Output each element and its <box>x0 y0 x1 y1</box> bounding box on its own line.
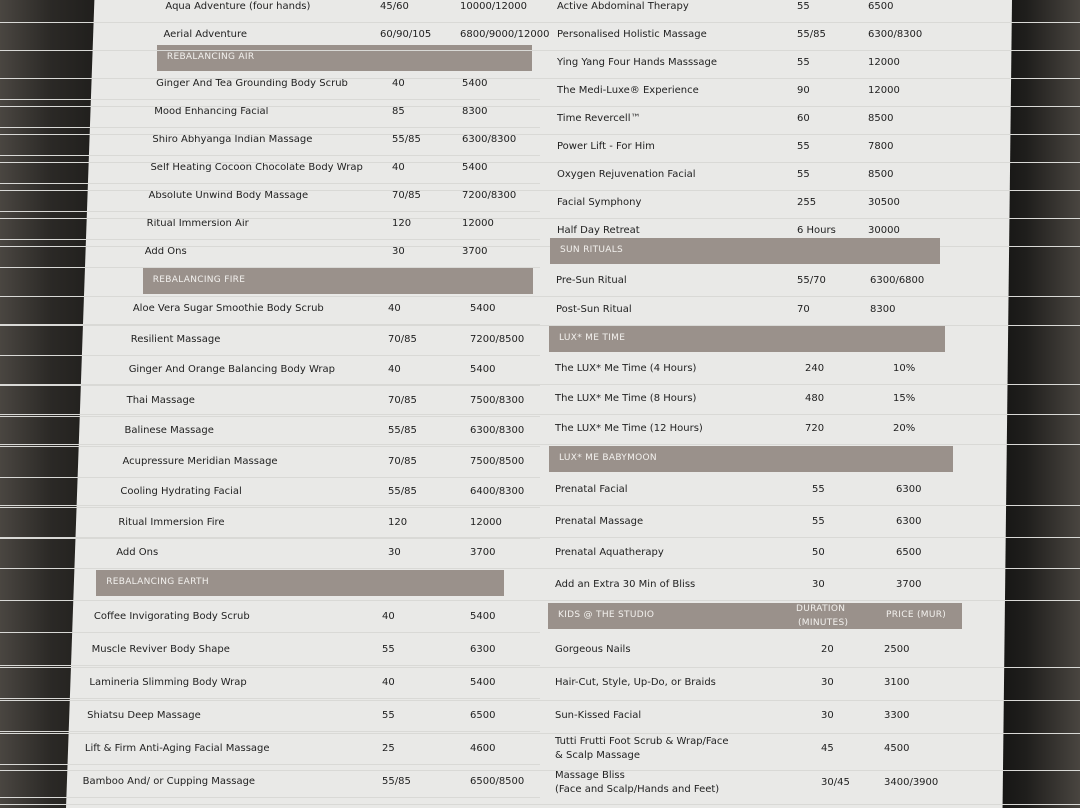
item-duration: 30 <box>388 547 401 558</box>
item-price: 6500 <box>470 710 496 721</box>
item-name: Ritual Immersion Air <box>146 218 249 229</box>
item-duration: 55/70 <box>797 275 826 286</box>
item-duration: 40 <box>382 677 395 688</box>
item-price: 3700 <box>470 547 496 558</box>
section-title: REBALANCING AIR <box>166 52 255 62</box>
item-price: 12000 <box>868 57 900 68</box>
item-duration: 55/85 <box>797 29 826 40</box>
item-duration: 30 <box>821 677 834 688</box>
item-duration: 45 <box>821 743 834 754</box>
menu-item-row <box>0 703 1080 734</box>
menu-item-row <box>0 386 1080 415</box>
item-name: The LUX* Me Time (12 Hours) <box>555 423 703 434</box>
item-price: 8300 <box>462 106 488 117</box>
item-name: Aerial Adventure <box>163 29 248 40</box>
item-price: 7200/8500 <box>470 333 525 345</box>
menu-item-row <box>0 0 1080 23</box>
item-duration: 60/90/105 <box>380 29 432 40</box>
item-duration: 55/85 <box>382 776 411 787</box>
item-price: 6800/9000/12000 <box>460 29 550 40</box>
duration-unit-header: (MINUTES) <box>798 618 849 628</box>
item-duration: 20 <box>821 644 834 655</box>
item-price: 5400 <box>470 303 496 314</box>
item-name: Self Heating Cocoon Chocolate Body Wrap <box>150 162 363 173</box>
item-price: 6500 <box>896 547 922 558</box>
item-name: The LUX* Me Time (8 Hours) <box>555 393 697 404</box>
menu-item-row <box>0 770 1080 805</box>
item-name-line2: & Scalp Massage <box>555 750 641 761</box>
item-price: 5400 <box>462 162 488 173</box>
item-price: 10000/12000 <box>460 1 527 12</box>
item-duration: 480 <box>805 393 825 404</box>
menu-item-row <box>0 736 1080 771</box>
item-price: 8300 <box>870 304 896 315</box>
item-price: 12000 <box>462 218 494 229</box>
item-name: Ginger And Tea Grounding Body Scrub <box>156 78 348 89</box>
item-price: 8500 <box>868 113 894 124</box>
item-price: 5400 <box>470 677 496 688</box>
menu-item-row <box>0 540 1080 569</box>
item-duration: 45/60 <box>380 1 409 12</box>
item-name: Shiatsu Deep Massage <box>87 710 201 721</box>
item-name: Mood Enhancing Facial <box>154 106 269 117</box>
item-name: Resilient Massage <box>130 333 221 345</box>
item-price: 6500 <box>868 1 894 12</box>
item-price: 3400/3900 <box>884 777 939 788</box>
item-duration: 255 <box>797 197 817 208</box>
item-name: Hair-Cut, Style, Up-Do, or Braids <box>555 677 716 688</box>
item-name: Add Ons <box>144 246 187 257</box>
section-header <box>548 603 962 629</box>
item-price: 3100 <box>884 677 910 688</box>
menu-item-row <box>0 327 540 356</box>
item-duration: 70/85 <box>388 394 417 406</box>
item-name: Personalised Holistic Massage <box>557 29 707 40</box>
item-duration: 60 <box>797 113 810 124</box>
item-price: 30500 <box>868 197 900 208</box>
item-duration: 55 <box>797 169 810 180</box>
item-price: 5400 <box>470 611 496 622</box>
item-duration: 70/85 <box>388 455 417 467</box>
item-name: Tutti Frutti Foot Scrub & Wrap/Face <box>555 736 729 747</box>
item-duration: 25 <box>382 743 395 754</box>
item-name: The LUX* Me Time (4 Hours) <box>555 363 697 374</box>
item-name: Aloe Vera Sugar Smoothie Body Scrub <box>132 303 324 314</box>
item-duration: 55/85 <box>392 134 421 145</box>
item-price: 7200/8300 <box>462 190 517 201</box>
item-price: 3700 <box>896 578 922 590</box>
item-duration: 120 <box>392 218 412 229</box>
section-title: REBALANCING FIRE <box>152 275 246 285</box>
item-price: 7800 <box>868 141 894 152</box>
section-header <box>549 326 945 352</box>
item-duration: 40 <box>388 303 401 314</box>
menu-item-row <box>0 449 540 478</box>
menu-item-row <box>0 268 1080 297</box>
item-name: Oxygen Rejuvenation Facial <box>557 169 696 180</box>
item-name: Coffee Invigorating Body Scrub <box>93 611 250 622</box>
item-price: 10% <box>893 363 916 374</box>
item-duration: 120 <box>388 516 408 528</box>
item-duration: 90 <box>797 85 810 96</box>
item-name: Prenatal Aquatherapy <box>555 547 664 558</box>
item-name: Ginger And Orange Balancing Body Wrap <box>128 364 335 375</box>
item-price: 30000 <box>868 225 900 236</box>
item-price: 15% <box>893 393 916 404</box>
item-name: Bamboo And/ or Cupping Massage <box>82 776 256 787</box>
item-price: 7500/8300 <box>470 394 525 406</box>
item-name: Add Ons <box>116 547 159 558</box>
item-name: Pre-Sun Ritual <box>556 275 627 286</box>
item-name: Prenatal Massage <box>555 515 644 527</box>
duration-column-header: DURATION <box>796 604 846 614</box>
item-name: Prenatal Facial <box>555 484 628 495</box>
item-name: Absolute Unwind Body Massage <box>148 190 309 201</box>
item-price: 8500 <box>868 169 894 180</box>
item-name: Muscle Reviver Body Shape <box>91 644 230 655</box>
item-name: Shiro Abhyanga Indian Massage <box>152 134 313 145</box>
item-duration: 55 <box>812 515 825 527</box>
item-name-line2: (Face and Scalp/Hands and Feet) <box>555 784 720 795</box>
item-name: Thai Massage <box>126 394 195 406</box>
section-title: LUX* ME BABYMOON <box>559 453 657 463</box>
price-column-header: PRICE (MUR) <box>886 610 947 620</box>
item-price: 7500/8500 <box>470 455 525 467</box>
item-duration: 30 <box>812 578 825 590</box>
item-name: Facial Symphony <box>557 197 642 208</box>
section-title: SUN RITUALS <box>560 245 624 255</box>
item-price: 20% <box>893 423 916 434</box>
item-name: Gorgeous Nails <box>555 644 631 655</box>
item-price: 4500 <box>884 743 910 754</box>
section-title: LUX* ME TIME <box>559 333 626 343</box>
item-price: 6400/8300 <box>470 486 525 497</box>
item-price: 6300/8300 <box>470 425 525 436</box>
item-duration: 240 <box>805 363 825 374</box>
section-header <box>550 238 940 264</box>
menu-item-row <box>0 670 1080 701</box>
item-duration: 30/45 <box>821 777 850 788</box>
item-name: Half Day Retreat <box>557 225 640 236</box>
item-price: 6300 <box>896 484 922 495</box>
menu-item-row <box>0 50 1080 79</box>
item-name: Lamineria Slimming Body Wrap <box>89 677 247 688</box>
menu-item-row <box>0 572 1080 601</box>
item-duration: 55 <box>382 644 395 655</box>
item-name: Balinese Massage <box>124 425 214 436</box>
menu-item-row <box>0 22 1080 51</box>
item-price: 12000 <box>868 85 900 96</box>
item-price: 6300/6800 <box>870 275 925 286</box>
menu-item-row <box>0 416 1080 445</box>
item-price: 6300/8300 <box>868 29 923 40</box>
item-duration: 30 <box>821 710 834 721</box>
item-duration: 55 <box>797 141 810 152</box>
item-duration: 70/85 <box>388 333 417 345</box>
item-duration: 70/85 <box>392 190 421 201</box>
item-price: 6500/8500 <box>470 776 525 787</box>
menu-item-row <box>0 637 1080 668</box>
item-name: Add an Extra 30 Min of Bliss <box>555 578 696 590</box>
item-name: Cooling Hydrating Facial <box>120 486 242 497</box>
item-duration: 40 <box>392 162 405 173</box>
item-name: The Medi-Luxe® Experience <box>557 85 699 96</box>
item-name: Lift & Firm Anti-Aging Facial Massage <box>84 743 270 754</box>
item-duration: 55 <box>797 1 810 12</box>
item-price: 2500 <box>884 644 910 655</box>
section-title: KIDS @ THE STUDIO <box>558 610 655 620</box>
menu-item-row <box>0 78 1080 107</box>
item-price: 6300 <box>896 515 922 527</box>
item-price: 3300 <box>884 710 910 721</box>
item-duration: 70 <box>797 304 810 315</box>
item-duration: 40 <box>388 364 401 375</box>
section-header <box>549 446 953 472</box>
item-name: Sun-Kissed Facial <box>555 710 642 721</box>
menu-item-row <box>0 509 1080 538</box>
item-duration: 55/85 <box>388 486 417 497</box>
item-duration: 55 <box>812 484 825 495</box>
item-price: 5400 <box>470 364 496 375</box>
item-name: Post-Sun Ritual <box>556 304 632 315</box>
item-duration: 40 <box>382 611 395 622</box>
item-duration: 40 <box>392 78 405 89</box>
item-duration: 720 <box>805 423 825 434</box>
item-name: Active Abdominal Therapy <box>557 1 689 12</box>
item-price: 3700 <box>462 246 488 257</box>
item-price: 12000 <box>470 516 502 528</box>
item-duration: 30 <box>392 246 405 257</box>
menu-item-row <box>0 477 1080 506</box>
section-title: REBALANCING EARTH <box>106 577 209 587</box>
item-price: 4600 <box>470 743 496 754</box>
menu-item-row <box>0 106 1080 135</box>
item-name: Power Lift - For Him <box>557 141 655 152</box>
menu-item-row <box>0 297 1080 326</box>
item-name: Acupressure Meridian Massage <box>122 455 278 467</box>
item-price: 6300/8300 <box>462 134 517 145</box>
item-name: Ying Yang Four Hands Masssage <box>557 57 717 68</box>
item-duration: 85 <box>392 106 405 117</box>
item-name: Aqua Adventure (four hands) <box>165 1 311 12</box>
menu-item-row <box>0 604 540 633</box>
item-duration: 55 <box>382 710 395 721</box>
item-name: Time Revercell™ <box>557 113 641 124</box>
menu-item-row <box>0 190 1080 219</box>
item-name: Massage Bliss <box>555 770 625 781</box>
item-price: 5400 <box>462 78 488 89</box>
item-name: Ritual Immersion Fire <box>118 516 225 528</box>
item-duration: 6 Hours <box>797 225 836 236</box>
menu-item-row <box>0 134 1080 163</box>
item-duration: 55 <box>797 57 810 68</box>
item-price: 6300 <box>470 644 496 655</box>
item-duration: 50 <box>812 547 825 558</box>
item-duration: 55/85 <box>388 425 417 436</box>
menu-item-row <box>0 356 1080 385</box>
menu-item-row <box>0 162 1080 191</box>
